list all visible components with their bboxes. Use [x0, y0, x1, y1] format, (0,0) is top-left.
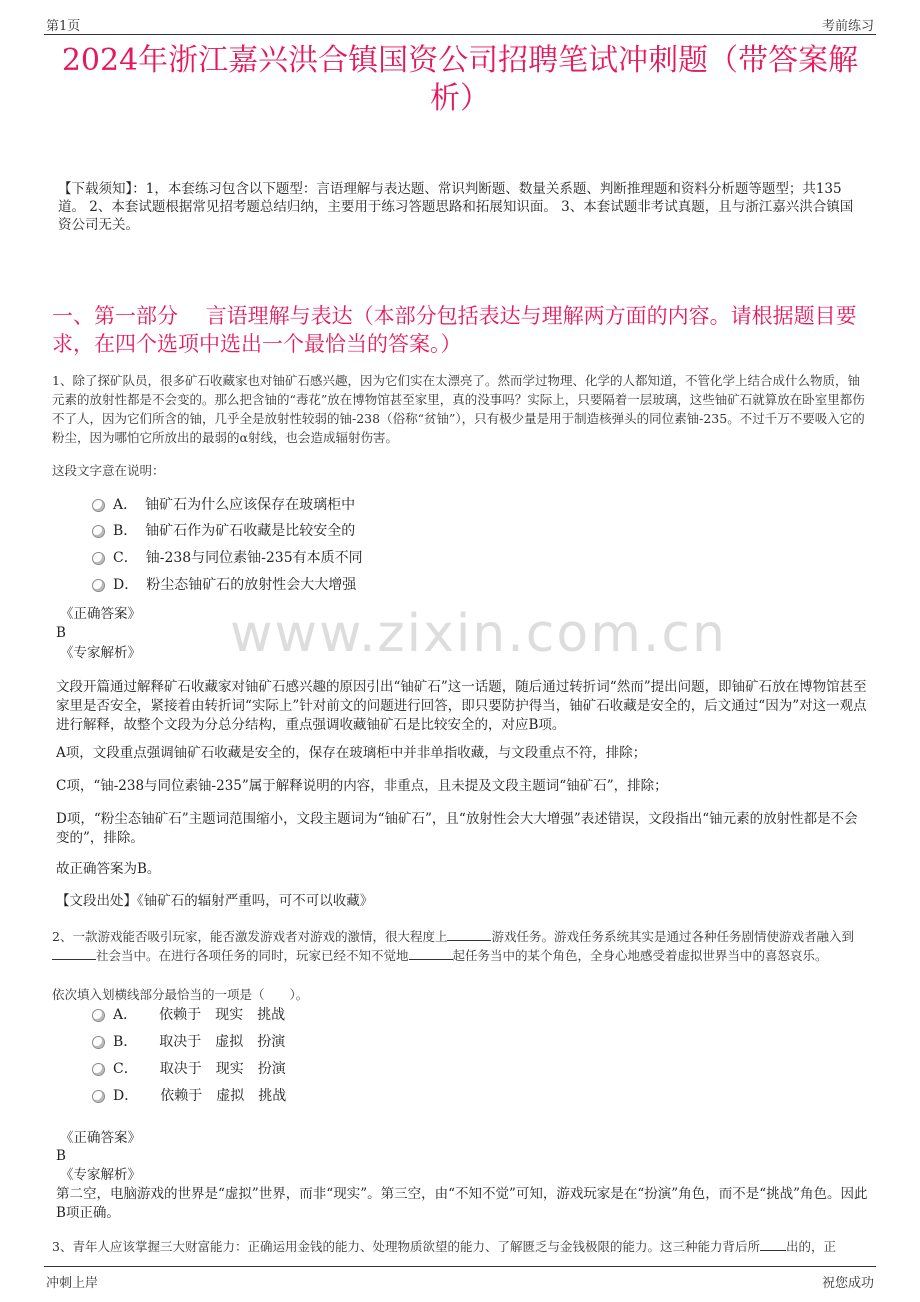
- q1-source: 【文段出处】《铀矿石的辐射严重吗，可不可以收藏》: [56, 893, 374, 909]
- q2-option-a[interactable]: A． 依赖于 现实 挑战: [92, 1004, 285, 1026]
- blank-line: [760, 1238, 786, 1251]
- header-label: 考前练习: [821, 19, 874, 34]
- blank-line: [409, 947, 453, 960]
- radio-icon[interactable]: [92, 1090, 105, 1103]
- radio-icon[interactable]: [92, 1063, 105, 1076]
- q2-option-d[interactable]: D． 依赖于 虚拟 挑战: [92, 1085, 286, 1107]
- q1-analysis-d: D项，“粉尘态铀矿石”主题词范围缩小，文段主题词为“铀矿石”，且“放射性会大大增强”表述错误，文段指出“铀元素的放射性都是不会变的”，排除。: [56, 811, 858, 846]
- q2-answer-label: 《正确答案》: [60, 1130, 141, 1146]
- footer-right: 祝您成功: [821, 1276, 874, 1291]
- q2-analysis: 第二空，电脑游戏的世界是“虚拟”世界，而非“现实”。第三空，由“不知不觉”可知，游戏玩家是在“扮演”角色，而不是“挑战”角色。因此B项正确。: [56, 1186, 868, 1221]
- q2-option-b[interactable]: B． 取决于 虚拟 扮演: [92, 1031, 285, 1053]
- q1-analysis-label: 《专家解析》: [60, 645, 141, 661]
- question-2-text: 2、一款游戏能否吸引玩家，能否激发游戏者对游戏的激情，很大程度上 游戏任务。游戏任务系统其实是通过各种任务剧情使游戏者融入到社会当中。在进行各项任务的同时，玩家已经不知不觉地 起任务当中的某个角色，全身心地感受着虚拟世界当中的喜怒哀乐。: [52, 929, 854, 963]
- question-1-prompt: 这段文字意在说明：: [52, 463, 165, 478]
- blank-line: [447, 928, 491, 941]
- q1-answer-label: 《正确答案》: [60, 606, 141, 622]
- q2-answer: B: [56, 1148, 66, 1164]
- q1-option-b[interactable]: B． 铀矿石作为矿石收藏是比较安全的: [92, 520, 355, 542]
- q1-analysis-c: C项，“铀-238与同位素铀-235”属于解释说明的内容，非重点，且未提及文段主题词“铀矿石”，排除；: [56, 778, 668, 794]
- page-footer: [44, 1266, 876, 1291]
- q1-analysis-conclusion: 故正确答案为B。: [56, 861, 161, 877]
- question-2-prompt: 依次填入划横线部分最恰当的一项是（ ）。: [52, 987, 309, 1002]
- q1-analysis-a: A项，文段重点强调铀矿石收藏是安全的，保存在玻璃柜中并非单指收藏，与文段重点不符，排除；: [56, 745, 647, 761]
- page-number: 第1页: [46, 19, 81, 34]
- footer-left: 冲刺上岸: [46, 1276, 99, 1291]
- watermark: www.zixin.com.cn: [230, 604, 727, 664]
- q1-analysis-main: 文段开篇通过解释矿石收藏家对铀矿石感兴趣的原因引出“铀矿石”这一话题，随后通过转折词“然而”提出问题，即铀矿石放在博物馆甚至家里是否安全，紧接着由转折词“实际上”针对前文的问题进行回答，即只要防护得当，铀矿石收藏是安全的，后文通过“因为”对这一观点进行解释，故整个文段为分总分结构，重点强调收藏铀矿石是比较安全的，对应B项。: [56, 679, 867, 733]
- radio-icon[interactable]: [92, 1036, 105, 1049]
- page-header: [44, 12, 876, 35]
- section-title: 一、第一部分 言语理解与表达（本部分包括表达与理解两方面的内容。请根据题目要求，在四个选项中选出一个最恰当的答案。）: [52, 304, 857, 356]
- question-1-text: 1、除了探矿队员，很多矿石收藏家也对铀矿石感兴趣，因为它们实在太漂亮了。然而学过物理、化学的人都知道，不管化学上结合成什么物质，铀元素的放射性都是不会变的。那么把含铀的“毒花”放在博物馆甚至家里，真的没事吗？实际上，只要隔着一层玻璃，这些铀矿石就算放在卧室里都伤不了人，因为它们所含的铀，几乎全是放射性较弱的铀-238（俗称“贫铀”），只有极少量是用于制造核弹头的同位素铀-235。不过千万不要吸入它的粉尘，因为哪怕它所放出的最弱的α射线，也会造成辐射伤害。: [52, 373, 865, 445]
- radio-icon[interactable]: [92, 1009, 105, 1022]
- q1-option-d[interactable]: D． 粉尘态铀矿石的放射性会大大增强: [92, 574, 356, 596]
- q1-answer: B: [56, 625, 66, 641]
- download-notice: 【下载须知】：1，本套练习包含以下题型：言语理解与表达题、常识判断题、数量关系题、判断推理题和资料分析题等题型；共135道。 2、本套试题根据常见招考题总结归纳，主要用于练习答题思路和拓展知识面。 3、本套试题非考试真题，且与浙江嘉兴洪合镇国资公司无关。: [58, 181, 854, 233]
- q2-analysis-label: 《专家解析》: [60, 1167, 141, 1183]
- radio-icon[interactable]: [92, 499, 105, 512]
- blank-line: [52, 947, 96, 960]
- question-3-text: 3、青年人应该掌握三大财富能力：正确运用金钱的能力、处理物质欲望的能力、了解匮乏与金钱极限的能力。这三种能力背后所 出的，正: [52, 1239, 836, 1254]
- document-title: 2024年浙江嘉兴洪合镇国资公司招聘笔试冲刺题（带答案解析）: [61, 43, 859, 116]
- q1-option-c[interactable]: C． 铀-238与同位素铀-235有本质不同: [92, 547, 363, 569]
- radio-icon[interactable]: [92, 552, 105, 565]
- radio-icon[interactable]: [92, 579, 105, 592]
- q2-option-c[interactable]: C． 取决于 现实 扮演: [92, 1058, 286, 1080]
- radio-icon[interactable]: [92, 525, 105, 538]
- q1-option-a[interactable]: A． 铀矿石为什么应该保存在玻璃柜中: [92, 494, 355, 516]
